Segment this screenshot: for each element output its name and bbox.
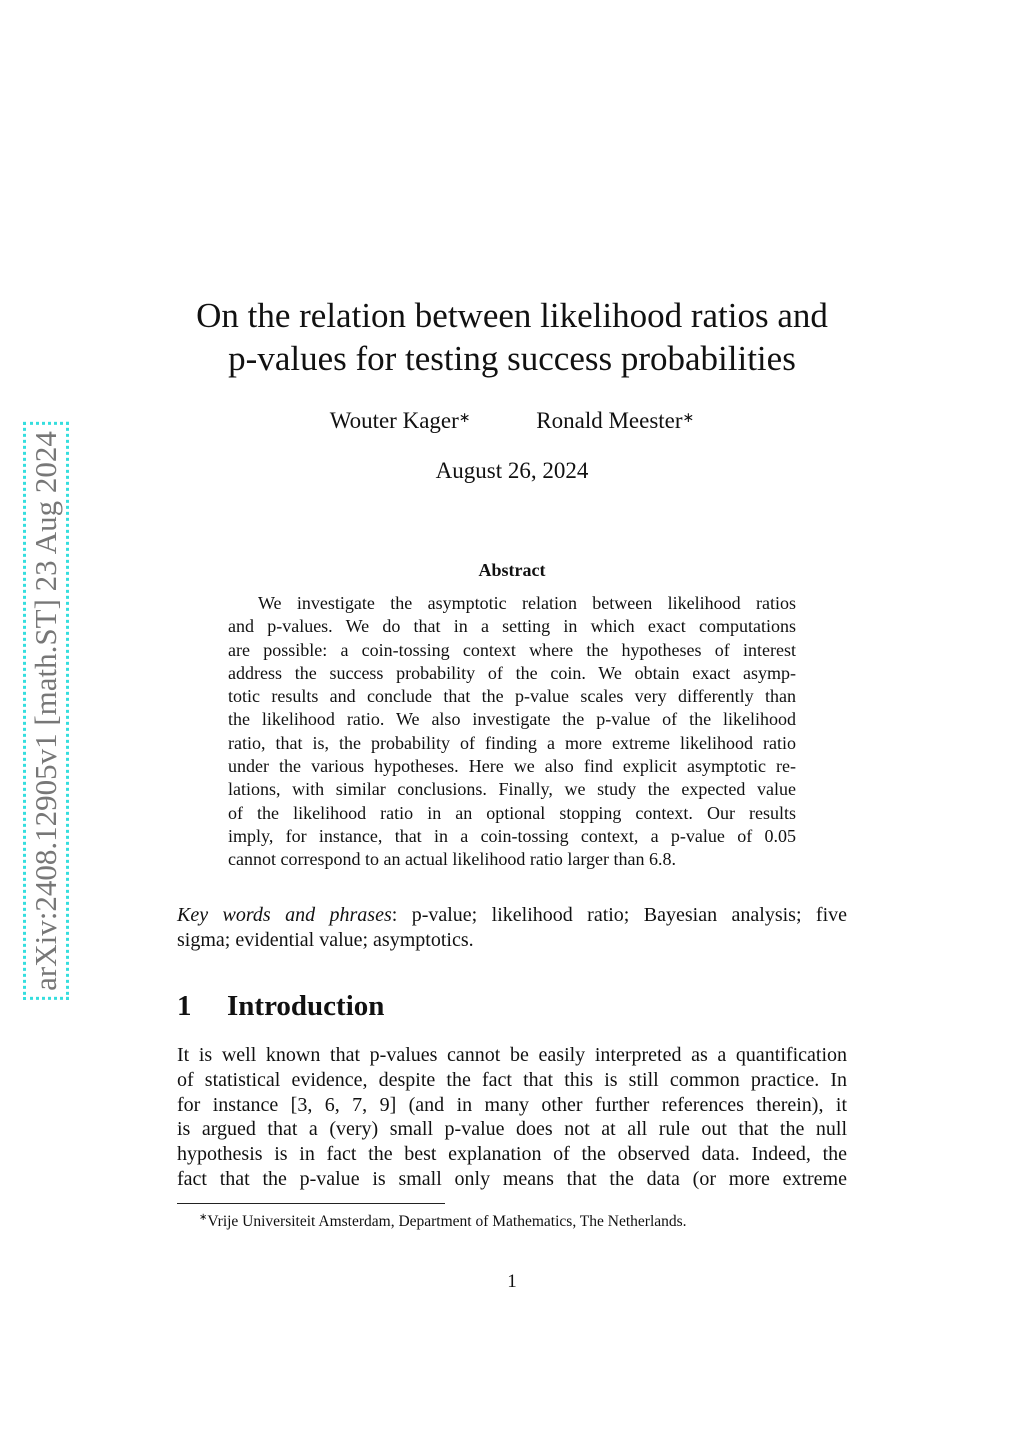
body-line: It is well known that p-values cannot be easily interpreted as a quantification xyxy=(177,1044,847,1066)
abstract-line: of the likelihood ratio in an optional stopping context. Our results xyxy=(228,802,796,823)
section-title: Introduction xyxy=(227,990,385,1022)
abstract-line: We investigate the asymptotic relation between likelihood ratios xyxy=(258,593,796,613)
body-line: hypothesis is in fact the best explanation of the observed data. Indeed, the xyxy=(177,1143,847,1166)
abstract-line: the likelihood ratio. We also investigate the p-value of the likelihood xyxy=(228,709,796,730)
keywords-line: sigma; evidential value; asymptotics. xyxy=(177,929,474,951)
arxiv-identifier[interactable]: arXiv:2408.12905v1 [math.ST] 23 Aug 2024 xyxy=(23,422,69,1000)
author-name: Ronald Meester xyxy=(536,408,683,433)
publication-date: August 26, 2024 xyxy=(435,458,589,483)
author xyxy=(536,406,694,436)
keywords-line xyxy=(177,903,847,928)
abstract-body xyxy=(228,592,796,872)
page-number: 1 xyxy=(507,1271,517,1292)
abstract-line: are possible: a coin-tossing context where the hypotheses of interest xyxy=(228,639,796,660)
abstract-line: lations, with similar conclusions. Finally, we study the expected value xyxy=(228,779,796,800)
footnote-text: Vrije Universiteit Amsterdam, Department of Mathematics, The Netherlands. xyxy=(207,1213,687,1231)
author-name: Wouter Kager xyxy=(329,408,459,433)
keywords xyxy=(177,903,847,953)
footnote-marker: ∗ xyxy=(199,1212,208,1223)
abstract-line: ratio, that is, the probability of finding a more extreme likelihood ratio xyxy=(228,732,796,753)
affiliation-marker: ∗ xyxy=(458,411,471,426)
abstract-line: totic results and conclude that the p-value scales very differently than xyxy=(228,686,796,707)
title-line-1: On the relation between likelihood ratios and xyxy=(196,296,828,335)
title-line-2: p-values for testing success probabilities xyxy=(228,339,796,378)
footnote-rule xyxy=(177,1203,445,1204)
footnote xyxy=(199,1208,687,1232)
section-number: 1 xyxy=(177,990,192,1022)
arxiv-sidebar-stamp xyxy=(24,383,68,1038)
keywords-text: : p-value; likelihood ratio; Bayesian analysis; five xyxy=(391,904,848,926)
abstract-line: and p-values. We do that in a setting in which exact computations xyxy=(228,616,796,637)
paper-title xyxy=(150,294,874,380)
abstract-line: cannot correspond to an actual likelihood ratio larger than 6.8. xyxy=(228,849,677,870)
body-line: for instance [3, 6, 7, 9] (and in many other further references therein), it xyxy=(177,1093,847,1116)
author xyxy=(330,406,471,436)
introduction-paragraph xyxy=(177,1043,847,1192)
body-line: of statistical evidence, despite the fact that this is still common practice. In xyxy=(177,1068,847,1091)
body-line: fact that the p-value is small only means that the data (or more extreme xyxy=(177,1167,847,1190)
body-line: is argued that a (very) small p-value does not at all rule out that the null xyxy=(177,1118,847,1141)
keywords-label: Key words and phrases xyxy=(177,904,392,926)
abstract-line: under the various hypotheses. Here we also find explicit asymptotic re- xyxy=(228,756,796,777)
abstract-line: imply, for instance, that in a coin-tossing context, a p-value of 0.05 xyxy=(228,825,796,846)
abstract-heading: Abstract xyxy=(478,560,546,580)
author-list xyxy=(150,406,874,436)
section-heading xyxy=(177,988,384,1024)
affiliation-marker: ∗ xyxy=(682,411,695,426)
abstract-line: address the success probability of the coin. We obtain exact asymp- xyxy=(228,662,796,683)
